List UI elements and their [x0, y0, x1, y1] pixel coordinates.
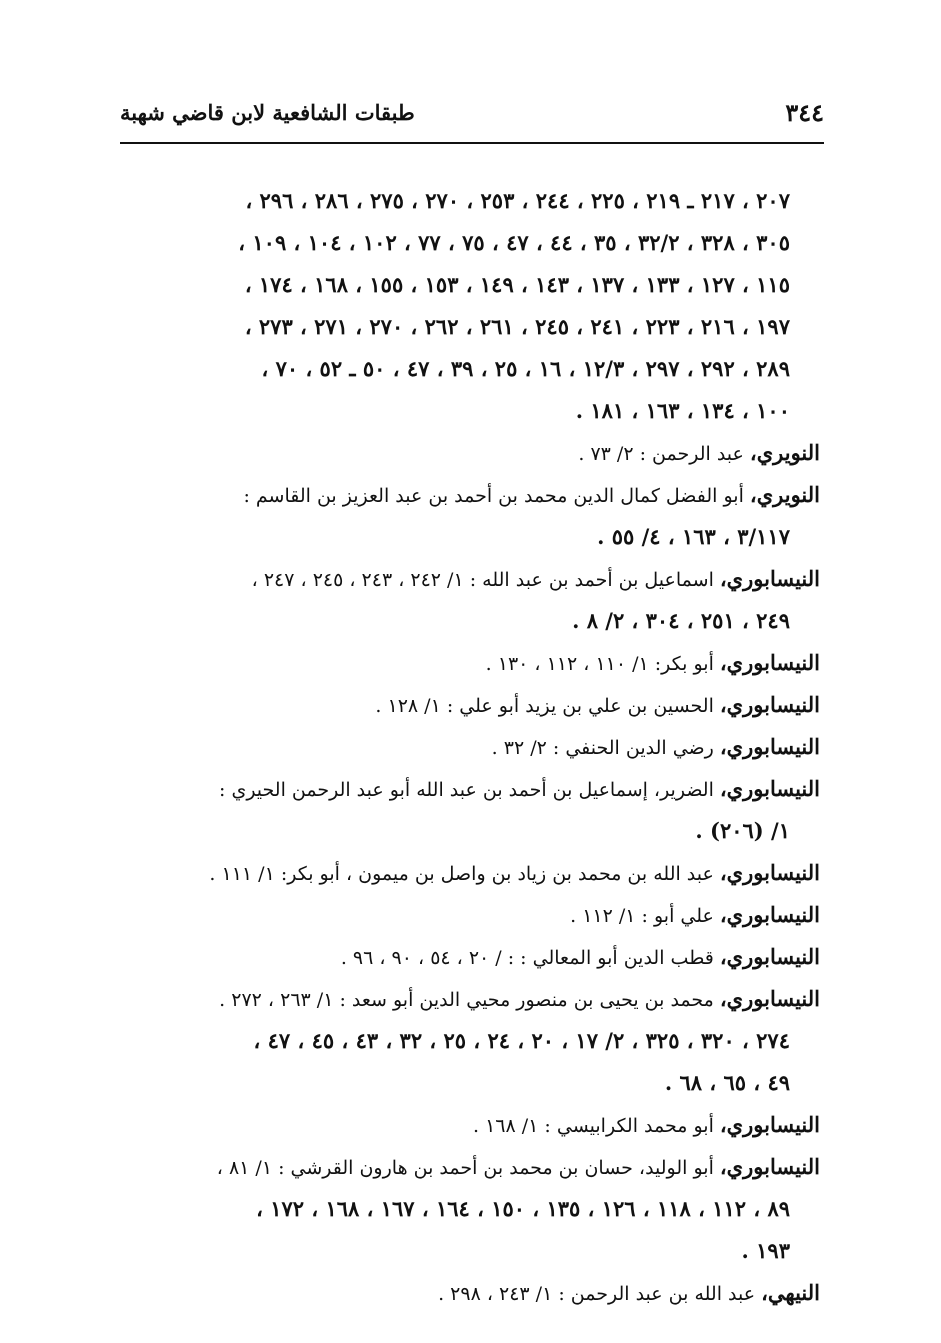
index-entry — [128, 768, 820, 810]
entry-name: النيسابوري، — [719, 692, 820, 717]
page-ref-line: ١٩٧ ، ٢١٦ ، ٢٢٣ ، ٢٤١ ، ٢٤٥ ، ٢٦١ ، ٢٦٢ ، ٢٧٠ ، ٢٧١ ، ٢٧٣ ، — [244, 314, 790, 339]
entry-details: أبو محمد الكرابيسي : ١/ ١٦٨ . — [473, 1115, 720, 1137]
entry-name: النويري، — [749, 440, 820, 465]
index-entry — [128, 432, 820, 474]
entry-name: النيسابوري، — [719, 902, 820, 927]
entry-details: رضي الدين الحنفي : ٢/ ٣٢ . — [491, 737, 720, 759]
entry-details: اسماعيل بن أحمد بن عبد الله : ١/ ٢٤٢ ، ٢٤٣ ، ٢٤٥ ، ٢٤٧ ، — [251, 569, 720, 591]
index-entry — [128, 978, 820, 1020]
entry-name: النيسابوري، — [719, 1112, 820, 1137]
entry-continuation: ١٩٣ . — [741, 1238, 790, 1263]
index-entry — [128, 726, 820, 768]
entry-name: النيسابوري، — [719, 860, 820, 885]
page-number: ٣٤٤ — [785, 97, 824, 127]
entry-continuation: ١/ (٢٠٦) . — [695, 818, 790, 843]
index-body — [128, 180, 820, 1314]
header-rule — [120, 142, 824, 144]
page-ref-line: ٣٠٥ ، ٣٢٨ ، ٣٢/٢ ، ٣٥ ، ٤٤ ، ٤٧ ، ٧٥ ، ٧٧ ، ١٠٢ ، ١٠٤ ، ١٠٩ ، — [238, 230, 790, 255]
index-entry — [128, 936, 820, 978]
entry-details: محمد بن يحيى بن منصور محيي الدين أبو سعد : ١/ ٢٦٣ ، ٢٧٢ . — [219, 989, 720, 1011]
index-entry — [128, 474, 820, 516]
entry-name: النيسابوري، — [719, 986, 820, 1011]
entry-name: النيسابوري، — [719, 650, 820, 675]
entry-details: عبد الرحمن : ٢/ ٧٣ . — [578, 443, 750, 465]
index-entry — [128, 1146, 820, 1188]
page-ref-line: ٢٨٩ ، ٢٩٢ ، ٢٩٧ ، ١٢/٣ ، ١٦ ، ٢٥ ، ٣٩ ، ٤٧ ، ٥٠ ـ ٥٢ ، ٧٠ ، — [261, 356, 790, 381]
entry-details: عبد الله بن عبد الرحمن : ١/ ٢٤٣ ، ٢٩٨ . — [438, 1283, 762, 1305]
entry-continuation: ٤٩ ، ٦٥ ، ٦٨ . — [664, 1070, 790, 1095]
entry-name: النيهي، — [761, 1280, 820, 1305]
index-entry — [128, 1104, 820, 1146]
entry-name: النيسابوري، — [719, 734, 820, 759]
entry-continuation: ٣/١١٧ ، ١٦٣ ، ٤/ ٥٥ . — [597, 524, 790, 549]
running-title: طبقات الشافعية لابن قاضي شهبة — [120, 99, 415, 125]
page-ref-line: ٢٠٧ ، ٢١٧ ـ ٢١٩ ، ٢٢٥ ، ٢٤٤ ، ٢٥٣ ، ٢٧٠ ، ٢٧٥ ، ٢٨٦ ، ٢٩٦ ، — [245, 188, 790, 213]
entry-continuation: ٢٧٤ ، ٣٢٠ ، ٣٢٥ ، ٢/ ١٧ ، ٢٠ ، ٢٤ ، ٢٥ ، ٣٢ ، ٤٣ ، ٤٥ ، ٤٧ ، — [253, 1028, 790, 1053]
index-entry — [128, 852, 820, 894]
index-entry — [128, 642, 820, 684]
index-entry — [128, 894, 820, 936]
entry-details: أبو الفضل كمال الدين محمد بن أحمد بن عبد العزيز بن القاسم : — [243, 485, 750, 507]
entry-name: النيسابوري، — [719, 944, 820, 969]
entry-continuation: ٢٤٩ ، ٢٥١ ، ٣٠٤ ، ٢/ ٨ . — [572, 608, 790, 633]
entry-name: النيسابوري، — [719, 566, 820, 591]
index-entry — [128, 558, 820, 600]
entry-name: النيسابوري، — [719, 1154, 820, 1179]
entry-continuation: ٨٩ ، ١١٢ ، ١١٨ ، ١٢٦ ، ١٣٥ ، ١٥٠ ، ١٦٤ ، ١٦٧ ، ١٦٨ ، ١٧٢ ، — [256, 1196, 790, 1221]
entry-details: أبو بكر: ١/ ١١٠ ، ١١٢ ، ١٣٠ . — [485, 653, 720, 675]
entry-details: الحسين بن علي بن يزيد أبو علي : ١/ ١٢٨ . — [375, 695, 720, 717]
entry-details: أبو الوليد، حسان بن محمد بن أحمد بن هارون القرشي : ١/ ٨١ ، — [216, 1157, 720, 1179]
entry-details: الضرير، إسماعيل بن أحمد بن عبد الله أبو عبد الرحمن الحيري : — [219, 779, 720, 801]
page-ref-line: ١١٥ ، ١٢٧ ، ١٣٣ ، ١٣٧ ، ١٤٣ ، ١٤٩ ، ١٥٣ ، ١٥٥ ، ١٦٨ ، ١٧٤ ، — [244, 272, 790, 297]
entry-details: عبد الله بن محمد بن زياد بن واصل بن ميمون ، أبو بكر: ١/ ١١١ . — [209, 863, 720, 885]
page-header — [120, 92, 824, 132]
entry-details: قطب الدين أبو المعالي : : / ٢٠ ، ٥٤ ، ٩٠ ، ٩٦ . — [340, 947, 720, 969]
index-entry — [128, 684, 820, 726]
index-entry — [128, 1272, 820, 1314]
entry-name: النيسابوري، — [719, 776, 820, 801]
page-ref-line: ١٠٠ ، ١٣٤ ، ١٦٣ ، ١٨١ . — [575, 398, 790, 423]
entry-details: علي أبو : ١/ ١١٢ . — [570, 905, 720, 927]
entry-name: النويري، — [749, 482, 820, 507]
